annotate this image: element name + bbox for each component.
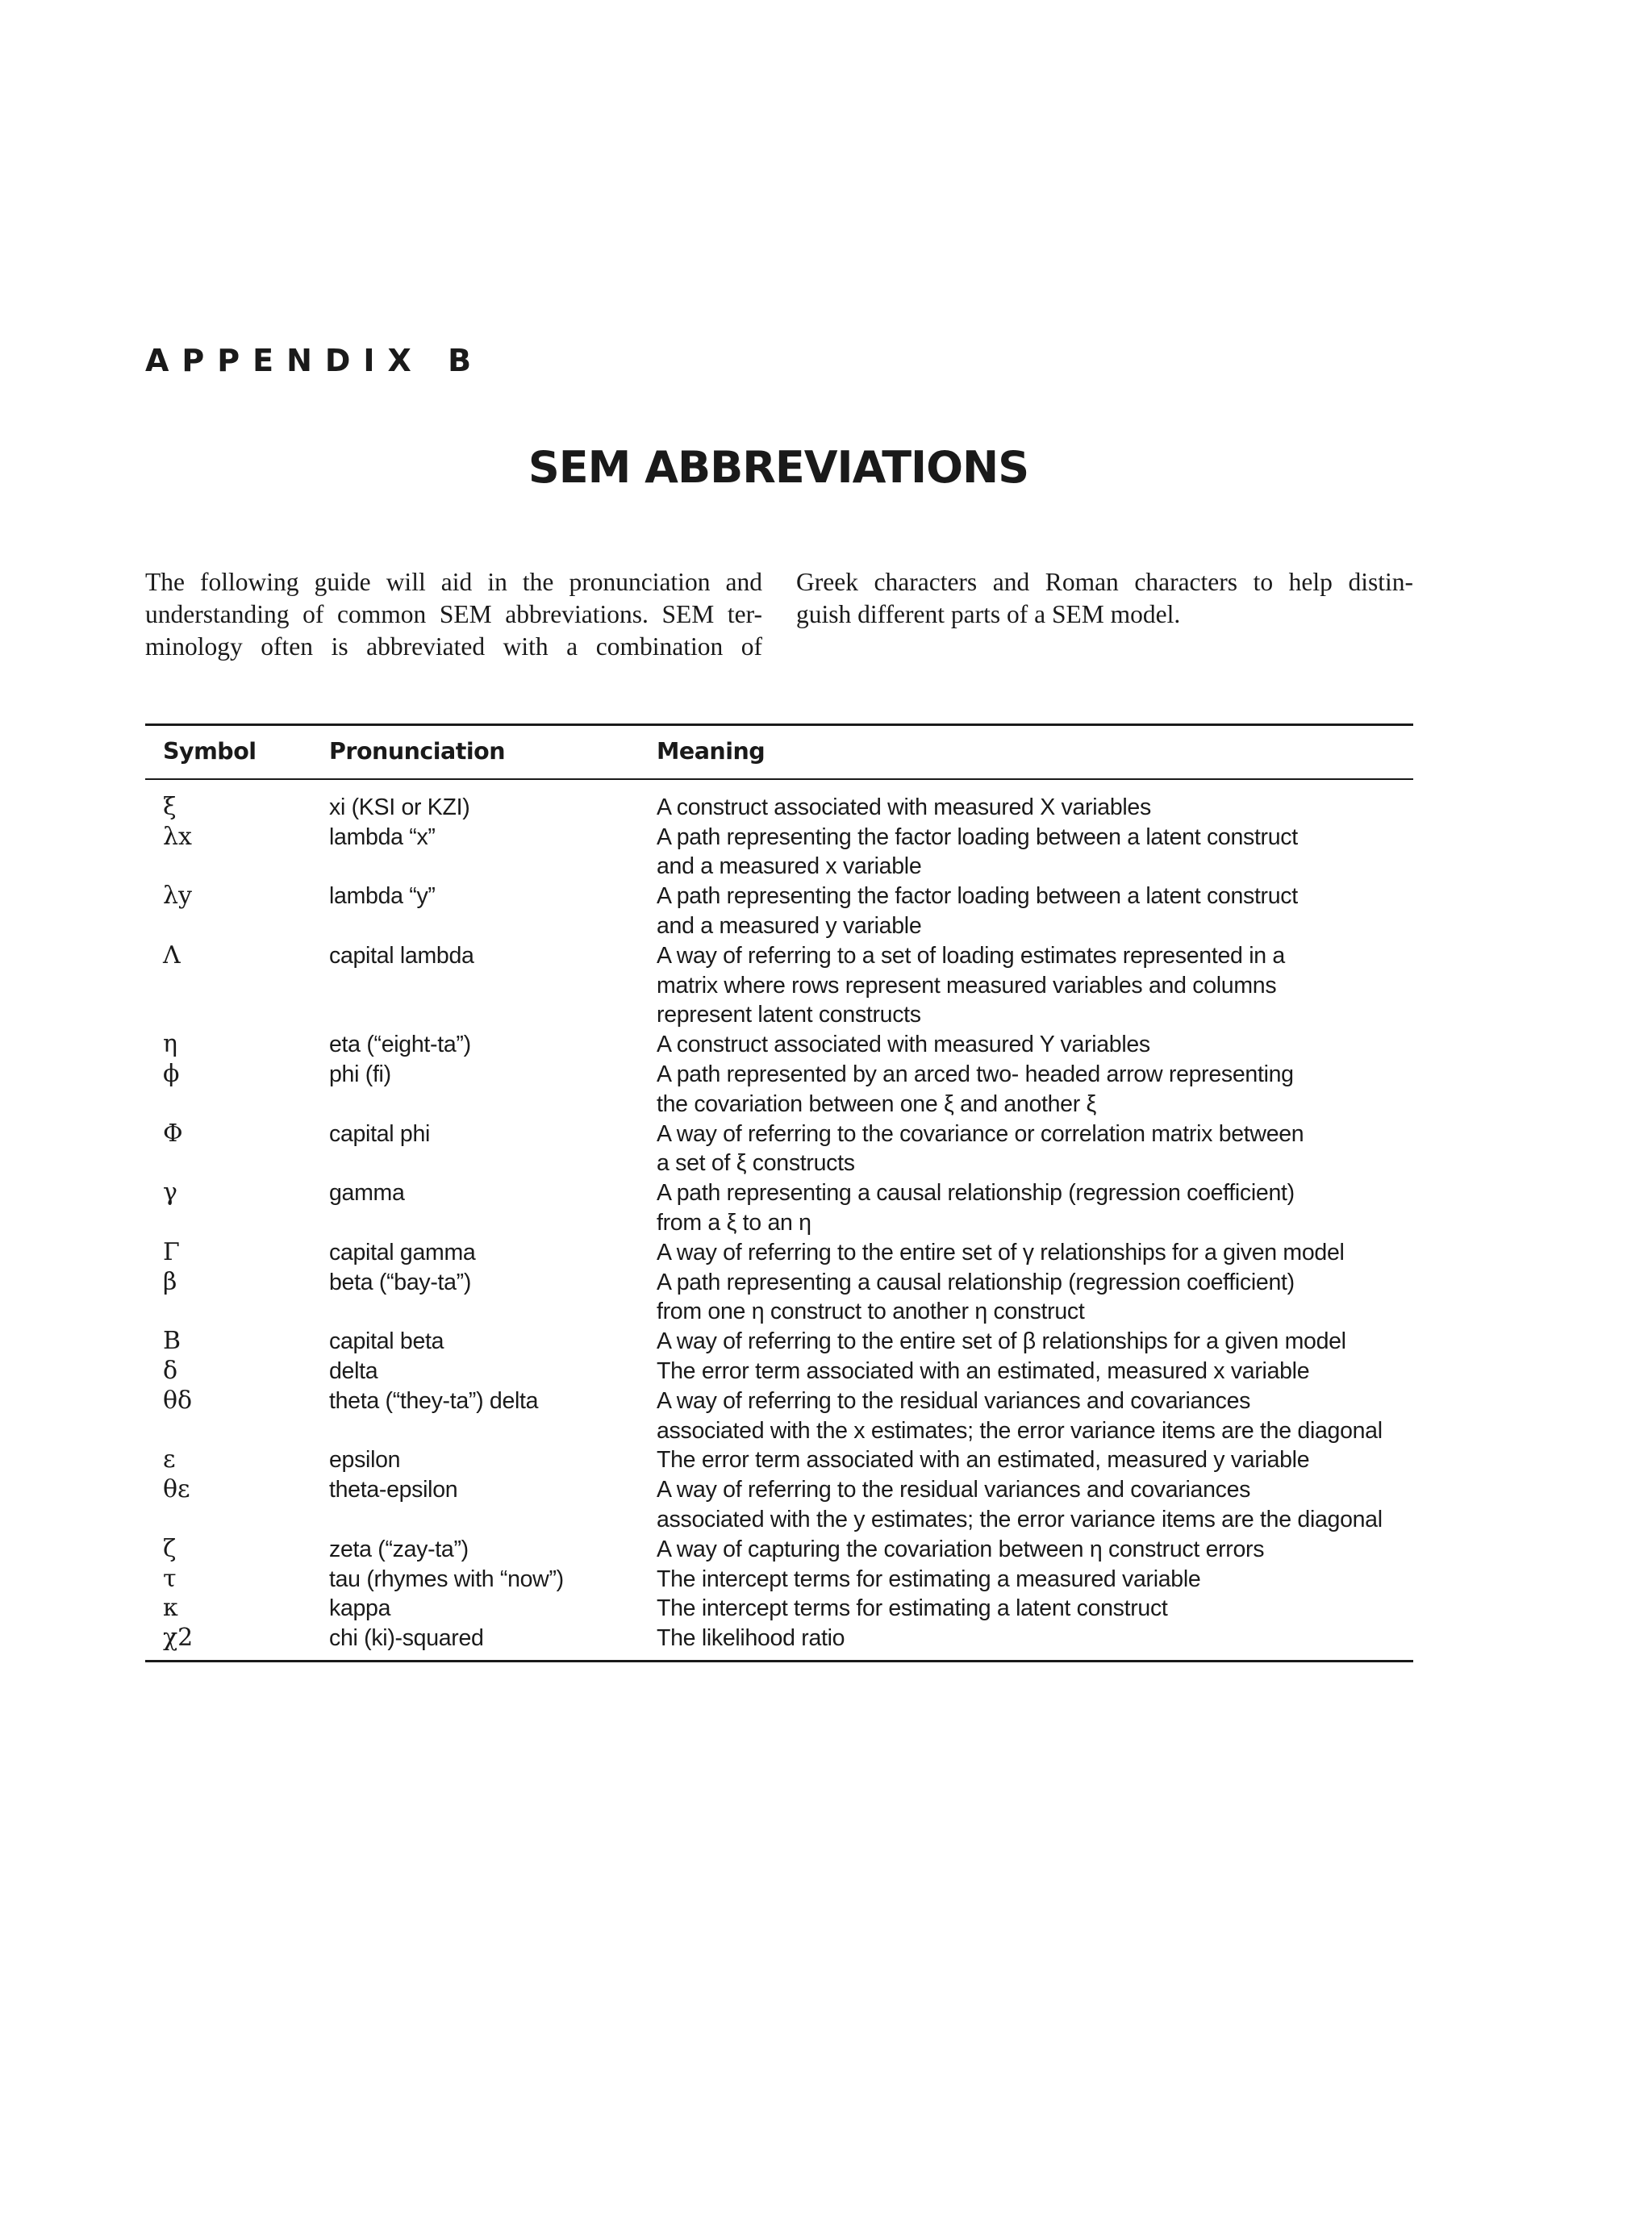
intro-column-right xyxy=(796,566,1413,663)
pronunciation-cell: delta xyxy=(329,1357,378,1384)
meaning-cell: A way of capturing the covariation between η construct errors xyxy=(657,1536,1265,1562)
pronunciation-cell: capital beta xyxy=(329,1328,444,1355)
meaning-cell: A path representing the factor loading between a latent construct and a measured x variable xyxy=(657,824,1298,880)
abbreviations-table xyxy=(145,723,1413,1662)
symbol-cell: η xyxy=(163,1030,177,1059)
symbol-cell: ϕ xyxy=(163,1059,180,1088)
meaning-cell: A way of referring to the residual variances and covariances associated with the x estimates; the error variance items are the diagonal xyxy=(657,1387,1383,1444)
symbol-cell: λx xyxy=(163,822,192,851)
table-row xyxy=(145,1268,1413,1328)
table-row xyxy=(145,1475,1413,1535)
pronunciation-cell: zeta (“zay-ta”) xyxy=(329,1536,469,1562)
symbol-cell: θε xyxy=(163,1475,190,1504)
table-row xyxy=(145,1178,1413,1238)
meaning-cell: A way of referring to a set of loading estimates represented in a matrix where rows represent measured variables and columns represent latent constructs xyxy=(657,942,1285,1028)
table-row xyxy=(145,1238,1413,1268)
pronunciation-cell: capital phi xyxy=(329,1120,431,1147)
table-row xyxy=(145,1565,1413,1595)
meaning-cell: The error term associated with an estimated, measured y variable xyxy=(657,1447,1310,1474)
symbol-cell: ε xyxy=(163,1445,176,1474)
pronunciation-cell: gamma xyxy=(329,1180,405,1207)
meaning-cell: A path representing the factor loading between a latent construct and a measured y variable xyxy=(657,883,1298,939)
intro-column-left xyxy=(145,566,762,663)
intro-line: minology often is abbreviated with a combination of xyxy=(145,632,762,661)
meaning-cell: The likelihood ratio xyxy=(657,1625,845,1652)
pronunciation-cell: lambda “x” xyxy=(329,824,436,850)
pronunciation-cell: tau (rhymes with “now”) xyxy=(329,1566,564,1592)
symbol-cell: τ xyxy=(163,1564,177,1593)
pronunciation-cell: theta (“they-ta”) delta xyxy=(329,1387,539,1414)
table-header-row xyxy=(145,725,1413,779)
intro-line: guish different parts of a SEM model. xyxy=(796,600,1181,628)
table-row xyxy=(145,779,1413,823)
table-row xyxy=(145,1357,1413,1386)
symbol-cell: Λ xyxy=(163,940,181,969)
symbol-cell: δ xyxy=(163,1356,178,1385)
meaning-cell: A way of referring to the residual variances and covariances associated with the y estimates; the error variance items are the diagonal xyxy=(657,1477,1383,1532)
symbol-cell: β xyxy=(163,1267,177,1296)
meaning-cell: A way of referring to the entire set of β relationships for a given model xyxy=(657,1328,1346,1355)
pronunciation-cell: eta (“eight-ta”) xyxy=(329,1032,471,1058)
meaning-cell: A construct associated with measured Y variables xyxy=(657,1032,1150,1058)
header-meaning: Meaning xyxy=(657,725,1413,779)
table-row xyxy=(145,1327,1413,1357)
table-row xyxy=(145,1594,1413,1624)
symbol-cell: ξ xyxy=(163,792,177,821)
table-row xyxy=(145,1445,1413,1475)
symbol-cell: ζ xyxy=(163,1534,177,1563)
header-symbol: Symbol xyxy=(145,725,329,779)
meaning-cell: The error term associated with an estimated, measured x variable xyxy=(657,1357,1310,1384)
symbol-cell: λy xyxy=(163,882,192,911)
symbol-cell: Γ xyxy=(163,1237,180,1266)
pronunciation-cell: lambda “y” xyxy=(329,883,436,910)
meaning-cell: A way of referring to the entire set of γ relationships for a given model xyxy=(657,1239,1345,1266)
appendix-label: APPENDIX B xyxy=(145,343,485,378)
pronunciation-cell: beta (“bay-ta”) xyxy=(329,1269,472,1295)
pronunciation-cell: kappa xyxy=(329,1595,391,1622)
table-row xyxy=(145,882,1413,941)
table-row xyxy=(145,941,1413,1030)
pronunciation-cell: chi (ki)-squared xyxy=(329,1625,484,1652)
table-header xyxy=(145,725,1413,779)
pronunciation-cell: capital lambda xyxy=(329,942,474,969)
table-row xyxy=(145,1386,1413,1446)
meaning-cell: The intercept terms for estimating a measured variable xyxy=(657,1566,1201,1592)
header-pronunciation: Pronunciation xyxy=(329,725,657,779)
intro-paragraph xyxy=(145,566,1413,663)
pronunciation-cell: phi (fi) xyxy=(329,1061,391,1087)
intro-line: understanding of common SEM abbreviations. SEM ter- xyxy=(145,600,762,628)
table-row xyxy=(145,1030,1413,1060)
table-row xyxy=(145,1624,1413,1661)
symbol-cell: γ xyxy=(163,1178,177,1207)
table-body xyxy=(145,779,1413,1662)
table-row xyxy=(145,1535,1413,1565)
table-row xyxy=(145,823,1413,882)
symbol-cell: κ xyxy=(163,1594,178,1623)
pronunciation-cell: capital gamma xyxy=(329,1239,476,1266)
meaning-cell: A path representing a causal relationship (regression coefficient) from one η construct to another η construct xyxy=(657,1269,1295,1325)
meaning-cell: A path representing a causal relationship (regression coefficient) from a ξ to an η xyxy=(657,1180,1295,1236)
intro-line: Greek characters and Roman characters to help distin- xyxy=(796,568,1413,596)
symbol-cell: θδ xyxy=(163,1386,193,1415)
symbol-cell: B xyxy=(163,1327,181,1356)
meaning-cell: A construct associated with measured X variables xyxy=(657,794,1151,820)
meaning-cell: A path represented by an arced two- headed arrow representing the covariation between one ξ and another ξ xyxy=(657,1061,1294,1117)
symbol-cell: χ2 xyxy=(163,1624,194,1653)
symbol-cell: Φ xyxy=(163,1119,183,1148)
table-row xyxy=(145,1120,1413,1179)
meaning-cell: A way of referring to the covariance or correlation matrix between a set of ξ constructs xyxy=(657,1120,1304,1177)
pronunciation-cell: xi (KSI or KZI) xyxy=(329,794,470,820)
pronunciation-cell: epsilon xyxy=(329,1447,401,1474)
intro-line: The following guide will aid in the pronunciation and xyxy=(145,568,762,596)
table-row xyxy=(145,1060,1413,1120)
page-title: SEM ABBREVIATIONS xyxy=(528,442,1029,493)
meaning-cell: The intercept terms for estimating a latent construct xyxy=(657,1595,1168,1622)
pronunciation-cell: theta-epsilon xyxy=(329,1477,458,1503)
